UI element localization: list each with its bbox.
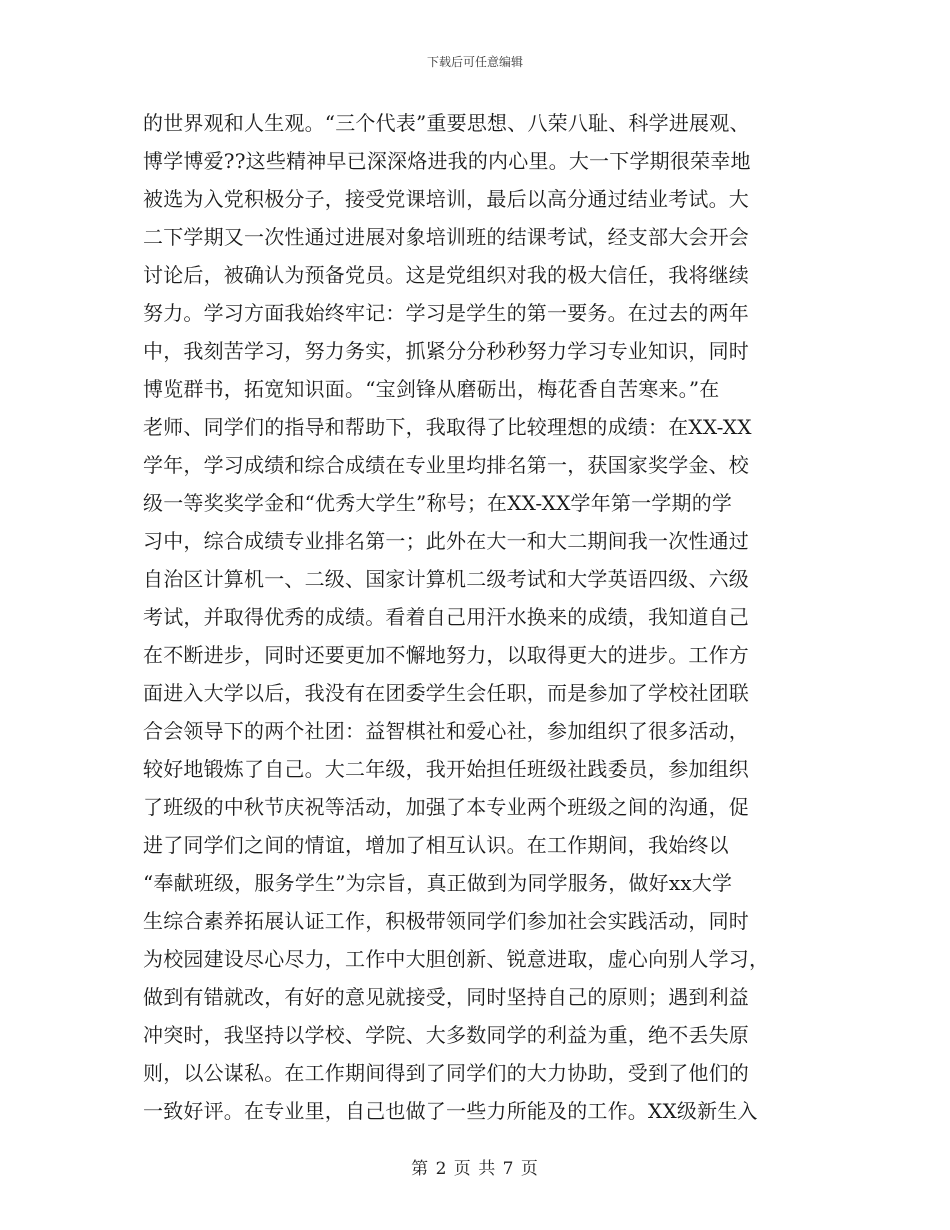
text-line: 较好地锻炼了自己。大二年级，我开始担任班级社践委员，参加组织: [143, 757, 749, 781]
page-number: 第 2 页 共 7 页: [411, 1159, 539, 1179]
text-line: 在不断进步，同时还要更加不懈地努力，以取得更大的进步。工作方: [143, 643, 749, 667]
text-line: 做到有错就改，有好的意见就接受，同时坚持自己的原则；遇到利益: [143, 985, 749, 1009]
text-line: 自治区计算机一、二级、国家计算机二级考试和大学英语四级、六级: [143, 567, 749, 591]
text-line: 冲突时，我坚持以学校、学院、大多数同学的利益为重，绝不丢失原: [143, 1023, 749, 1047]
text-line: 讨论后，被确认为预备党员。这是党组织对我的极大信任，我将继续: [143, 263, 749, 287]
text-line: 中，我刻苦学习，努力务实，抓紧分分秒秒努力学习专业知识，同时: [143, 339, 749, 363]
text-line: 努力。学习方面我始终牢记：学习是学生的第一要务。在过去的两年: [143, 301, 749, 325]
text-line: 一致好评。在专业里，自己也做了一些力所能及的工作。XX级新生入: [143, 1099, 758, 1123]
text-line: 学年，学习成绩和综合成绩在专业里均排名第一，获国家奖学金、校: [143, 453, 749, 477]
text-line: 的世界观和人生观。“三个代表”重要思想、八荣八耻、科学进展观、: [143, 111, 750, 135]
text-line: 老师、同学们的指导和帮助下，我取得了比较理想的成绩：在XX-XX: [143, 415, 752, 439]
page-header: 下载后可任意编辑: [426, 55, 523, 69]
text-line: 博览群书，拓宽知识面。“宝剑锋从磨砺出，梅花香自苦寒来。”在: [143, 377, 720, 401]
text-line: 了班级的中秋节庆祝等活动，加强了本专业两个班级之间的沟通，促: [143, 795, 749, 819]
text-line: 二下学期又一次性通过进展对象培训班的结课考试，经支部大会开会: [143, 225, 749, 249]
text-line: 则，以公谋私。在工作期间得到了同学们的大力协助，受到了他们的: [143, 1061, 749, 1085]
text-line: 考试，并取得优秀的成绩。看着自己用汗水换来的成绩，我知道自己: [143, 605, 749, 629]
body-text: [143, 104, 808, 1130]
text-line: 合会领导下的两个社团：益智棋社和爱心社，参加组织了很多活动，: [143, 719, 749, 743]
text-line: 博学博爱??这些精神早已深深烙进我的内心里。大一下学期很荣幸地: [143, 149, 751, 173]
text-line: 级一等奖奖学金和“优秀大学生”称号；在XX-XX学年第一学期的学: [143, 491, 733, 515]
text-line: 进了同学们之间的情谊，增加了相互认识。在工作期间，我始终以: [143, 833, 729, 857]
text-line: “奉献班级，服务学生”为宗旨，真正做到为同学服务，做好xx大学: [143, 871, 733, 895]
text-line: 面进入大学以后，我没有在团委学生会任职，而是参加了学校社团联: [143, 681, 749, 705]
text-line: 习中，综合成绩专业排名第一；此外在大一和大二期间我一次性通过: [143, 529, 749, 553]
text-line: 为校园建设尽心尽力，工作中大胆创新、锐意进取，虚心向别人学习，: [143, 947, 770, 971]
text-line: 生综合素养拓展认证工作，积极带领同学们参加社会实践活动，同时: [143, 909, 749, 933]
text-line: 被选为入党积极分子，接受党课培训，最后以高分通过结业考试。大: [143, 187, 749, 211]
